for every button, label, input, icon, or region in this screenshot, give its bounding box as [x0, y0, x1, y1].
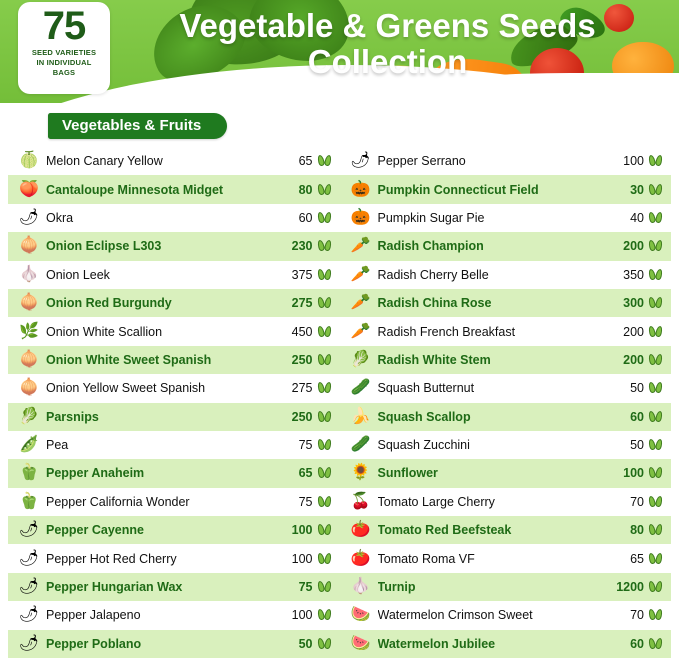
seed-count: 65: [298, 154, 313, 169]
seed-count: 250: [291, 409, 313, 424]
pepper-anaheim-icon: 🫑: [19, 464, 39, 482]
two-seeds-icon: [318, 154, 334, 168]
seed-count: 250: [291, 352, 313, 367]
seed-row: [8, 261, 340, 289]
page-header: [0, 0, 679, 103]
seed-count: 200: [623, 239, 644, 254]
seed-name: Onion Eclipse L303: [46, 239, 162, 254]
two-seeds-icon: [649, 325, 665, 339]
melon-icon: 🍈: [19, 152, 39, 170]
squash-zucchini-icon: 🥒: [350, 436, 371, 454]
two-seeds-icon: [318, 268, 334, 282]
page-title: Vegetable & Greens Seeds Collection: [179, 7, 596, 80]
two-seeds-icon: [318, 325, 334, 339]
seed-list-left-column: [8, 147, 340, 658]
seed-row: [8, 544, 340, 572]
seed-count: 450: [291, 324, 313, 339]
bell-pepper-icon: 🫑: [19, 492, 39, 510]
seed-name: Radish Champion: [377, 239, 484, 254]
seed-name: Radish Cherry Belle: [377, 267, 489, 282]
two-seeds-icon: [649, 410, 665, 424]
seed-name: Sunflower: [377, 466, 438, 481]
squash-scallop-icon: 🍌: [350, 407, 371, 425]
watermelon-jubilee-icon: 🍉: [350, 634, 371, 652]
seed-name: Okra: [46, 210, 74, 225]
seed-count: 50: [630, 381, 644, 396]
seed-count: 275: [291, 296, 313, 311]
cayenne-icon: 🌶: [18, 521, 40, 539]
two-seeds-icon: [649, 495, 665, 509]
seed-row: [340, 431, 672, 459]
two-seeds-icon: [318, 438, 334, 452]
poblano-icon: 🌶: [18, 634, 40, 652]
seed-count: 75: [298, 438, 313, 453]
seed-name: Squash Scallop: [377, 409, 471, 424]
seed-list: [0, 147, 679, 658]
jalapeno-icon: 🌶: [18, 606, 40, 624]
yellow-onion-icon: 🧅: [19, 379, 39, 397]
seed-name: Onion White Scallion: [46, 324, 163, 339]
seed-count: 70: [630, 494, 644, 509]
seed-row: [340, 573, 672, 601]
seed-row: [8, 232, 340, 260]
seed-count: 100: [291, 551, 313, 566]
seed-count: 65: [298, 466, 313, 481]
two-seeds-icon: [649, 438, 665, 452]
seed-name: Pea: [46, 438, 69, 453]
seed-count: 30: [630, 182, 644, 197]
two-seeds-icon: [318, 552, 334, 566]
seed-row: [8, 204, 340, 232]
two-seeds-icon: [318, 580, 334, 594]
cantaloupe-icon: 🍑: [19, 180, 39, 198]
seed-name: Pepper Poblano: [46, 636, 142, 651]
seed-name: Cantaloupe Minnesota Midget: [46, 182, 224, 197]
seed-row: [340, 289, 672, 317]
seed-count: 275: [291, 381, 313, 396]
seed-name: Watermelon Crimson Sweet: [377, 608, 533, 623]
badge-number: 75: [42, 4, 86, 48]
radish-white-stem-icon: 🥬: [350, 350, 371, 368]
two-seeds-icon: [649, 580, 665, 594]
watermelon-crimson-icon: 🍉: [350, 606, 371, 624]
seed-name: Squash Zucchini: [377, 438, 470, 453]
seed-variety-badge: [18, 2, 110, 94]
seed-name: Pepper Serrano: [377, 154, 466, 169]
seed-name: Pepper Hungarian Wax: [46, 580, 183, 595]
seed-row: [340, 516, 672, 544]
two-seeds-icon: [649, 523, 665, 537]
seed-count: 80: [298, 182, 313, 197]
seed-count: 1200: [616, 580, 644, 595]
seed-count: 100: [291, 608, 313, 623]
seed-row: [340, 232, 672, 260]
seed-count: 100: [623, 466, 644, 481]
seed-row: [8, 289, 340, 317]
seed-name: Onion White Sweet Spanish: [46, 352, 212, 367]
seed-name: Pepper Jalapeno: [46, 608, 141, 623]
seed-count: 100: [291, 523, 313, 538]
turnip-icon: 🧄: [350, 578, 371, 596]
radish-china-rose-icon: 🥕: [350, 294, 371, 312]
seed-name: Pumpkin Sugar Pie: [377, 210, 485, 225]
pumpkin-connecticut-icon: 🎃: [350, 180, 371, 198]
pea-icon: 🫛: [19, 436, 39, 454]
seed-row: [340, 374, 672, 402]
seed-count: 300: [623, 296, 644, 311]
parsnip-icon: 🥬: [19, 407, 39, 425]
seed-count: 350: [623, 267, 644, 282]
seed-count: 230: [291, 239, 313, 254]
seed-row: [8, 317, 340, 345]
two-seeds-icon: [318, 466, 334, 480]
seed-row: [8, 516, 340, 544]
seed-row: [340, 601, 672, 629]
seed-row: [340, 459, 672, 487]
seed-row: [8, 403, 340, 431]
seed-name: Radish White Stem: [377, 352, 491, 367]
seed-name: Tomato Roma VF: [377, 551, 475, 566]
two-seeds-icon: [318, 296, 334, 310]
radish-french-breakfast-icon: 🥕: [350, 322, 371, 340]
seed-name: Squash Butternut: [377, 381, 475, 396]
seed-row: [340, 488, 672, 516]
seed-name: Onion Red Burgundy: [46, 296, 172, 311]
two-seeds-icon: [318, 495, 334, 509]
seed-count: 75: [298, 494, 313, 509]
red-onion-icon: 🧅: [19, 294, 39, 312]
seed-name: Tomato Red Beefsteak: [377, 523, 512, 538]
tomato-roma-icon: 🍅: [350, 549, 371, 567]
badge-line-2: IN INDIVIDUAL: [36, 58, 92, 67]
seed-count: 70: [630, 608, 644, 623]
seed-row: [340, 317, 672, 345]
two-seeds-icon: [649, 296, 665, 310]
two-seeds-icon: [649, 183, 665, 197]
two-seeds-icon: [318, 211, 334, 225]
seed-row: [8, 459, 340, 487]
badge-line-1: SEED VARIETIES: [31, 48, 97, 57]
seed-row: [340, 346, 672, 374]
seed-count: 65: [630, 551, 644, 566]
two-seeds-icon: [649, 353, 665, 367]
seed-count: 100: [623, 154, 644, 169]
two-seeds-icon: [318, 239, 334, 253]
seed-count: 40: [630, 210, 644, 225]
badge-line-3: BAGS: [52, 68, 76, 77]
seed-name: Turnip: [377, 580, 416, 595]
radish-champion-icon: 🥕: [350, 237, 371, 255]
seed-name: Radish French Breakfast: [377, 324, 516, 339]
serrano-icon: 🌶: [350, 152, 371, 170]
section-title: Vegetables & Fruits: [48, 113, 227, 139]
scallion-icon: 🌿: [19, 322, 39, 340]
seed-row: [340, 403, 672, 431]
hungarian-wax-icon: 🌶: [18, 578, 40, 596]
sunflower-icon: 🌻: [350, 464, 371, 482]
two-seeds-icon: [318, 381, 334, 395]
seed-row: [8, 488, 340, 516]
seed-count: 375: [291, 267, 313, 282]
seed-count: 200: [623, 352, 644, 367]
seed-row: [8, 147, 340, 175]
seed-list-right-column: [340, 147, 672, 658]
two-seeds-icon: [649, 154, 665, 168]
two-seeds-icon: [649, 211, 665, 225]
seed-count: 75: [298, 580, 313, 595]
seed-row: [340, 204, 672, 232]
two-seeds-icon: [318, 353, 334, 367]
two-seeds-icon: [318, 410, 334, 424]
onion-icon: 🧅: [19, 237, 39, 255]
okra-icon: 🌶: [18, 208, 40, 226]
seed-row: [8, 374, 340, 402]
leek-icon: 🧄: [19, 265, 39, 283]
two-seeds-icon: [318, 523, 334, 537]
seed-count: 50: [298, 636, 313, 651]
two-seeds-icon: [649, 552, 665, 566]
seed-name: Tomato Large Cherry: [377, 494, 495, 509]
seed-count: 60: [298, 210, 313, 225]
seed-name: Pepper California Wonder: [46, 494, 190, 509]
seed-count: 200: [623, 324, 644, 339]
two-seeds-icon: [649, 608, 665, 622]
seed-row: [340, 147, 672, 175]
seed-count: 60: [630, 636, 644, 651]
two-seeds-icon: [649, 268, 665, 282]
tomato-red-beefsteak-icon: 🍅: [350, 521, 371, 539]
seed-name: Melon Canary Yellow: [46, 154, 163, 169]
two-seeds-icon: [649, 381, 665, 395]
seed-row: [8, 601, 340, 629]
seed-name: Pepper Cayenne: [46, 523, 144, 538]
seed-name: Pepper Hot Red Cherry: [46, 551, 177, 566]
two-seeds-icon: [318, 608, 334, 622]
seed-name: Pumpkin Connecticut Field: [377, 182, 539, 197]
seed-row: [8, 573, 340, 601]
squash-butternut-icon: 🥒: [350, 379, 371, 397]
tomato-large-cherry-icon: 🍒: [350, 492, 371, 510]
pumpkin-sugar-pie-icon: 🎃: [350, 208, 371, 226]
seed-name: Onion Yellow Sweet Spanish: [46, 381, 206, 396]
seed-name: Radish China Rose: [377, 296, 492, 311]
seed-count: 50: [630, 438, 644, 453]
hot-red-cherry-icon: 🌶: [18, 549, 40, 567]
seed-row: [8, 431, 340, 459]
seed-name: Pepper Anaheim: [46, 466, 145, 481]
section-header: [0, 113, 679, 147]
seed-row: [340, 544, 672, 572]
seed-name: Onion Leek: [46, 267, 110, 282]
two-seeds-icon: [649, 239, 665, 253]
seed-count: 80: [630, 523, 644, 538]
seed-row: [8, 346, 340, 374]
seed-row: [340, 175, 672, 203]
seed-name: Parsnips: [46, 409, 99, 424]
seed-count: 60: [630, 409, 644, 424]
seed-row: [340, 261, 672, 289]
seed-name: Watermelon Jubilee: [377, 636, 496, 651]
white-onion-icon: 🧅: [19, 350, 39, 368]
seed-row: [8, 175, 340, 203]
two-seeds-icon: [318, 183, 334, 197]
two-seeds-icon: [318, 637, 334, 651]
two-seeds-icon: [649, 637, 665, 651]
two-seeds-icon: [649, 466, 665, 480]
radish-cherry-belle-icon: 🥕: [350, 265, 371, 283]
